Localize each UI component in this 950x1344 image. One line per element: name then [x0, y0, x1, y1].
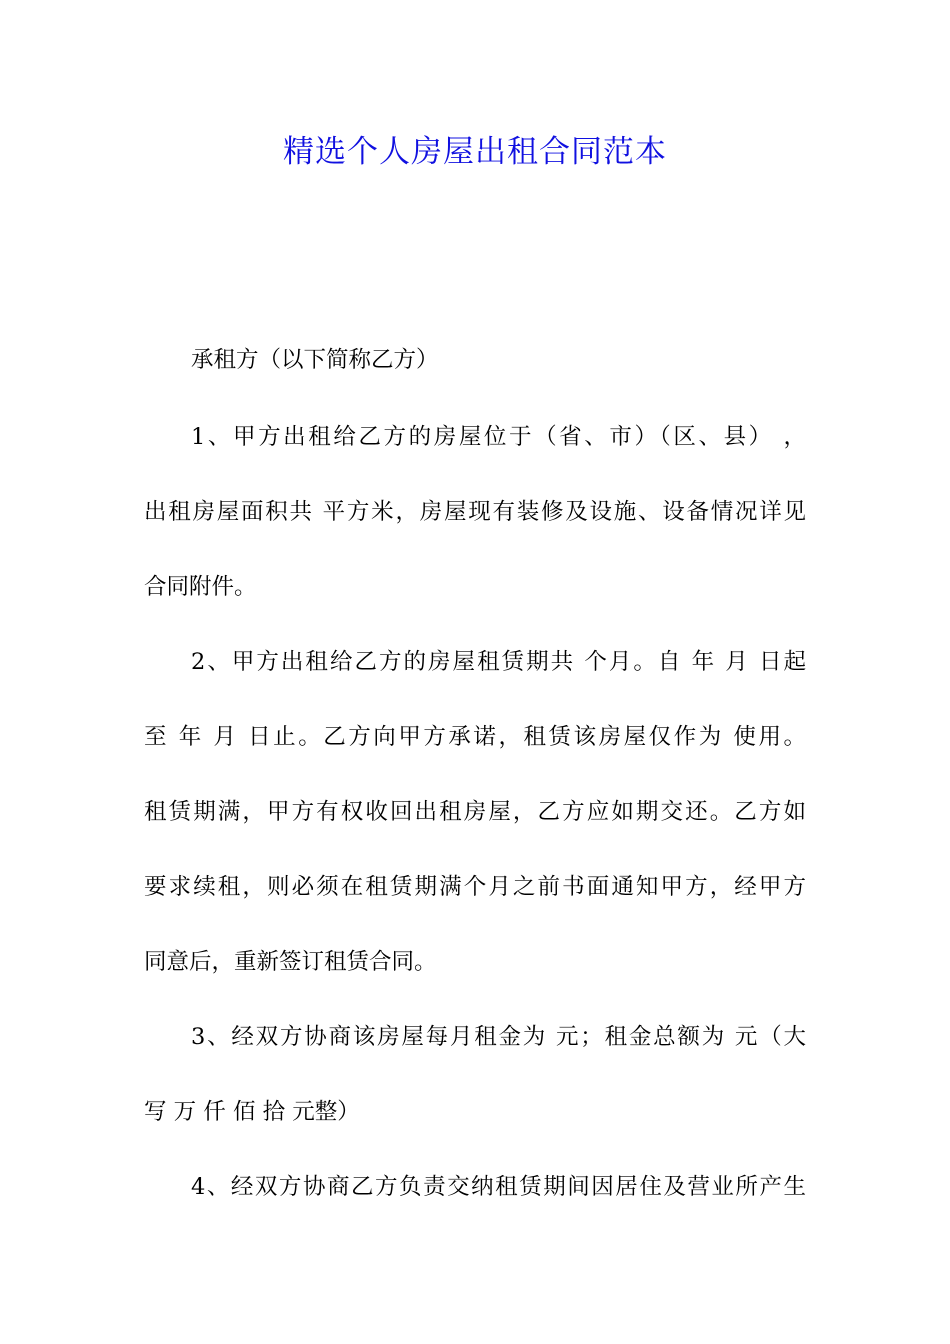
clause-1-line-2: 出租房屋面积共 平方米，房屋现有装修及设施、设备情况详见	[144, 499, 806, 525]
clause-4-line-1: 4、经双方协商乙方负责交纳租赁期间因居住及营业所产生	[191, 1174, 806, 1200]
clause-2-line-5: 同意后，重新签订租赁合同。	[144, 949, 437, 975]
clause-2-line-3: 租赁期满，甲方有权收回出租房屋，乙方应如期交还。乙方如	[144, 799, 806, 825]
clause-1-line-3: 合同附件。	[144, 574, 257, 600]
clause-2-line-4: 要求续租，则必须在租赁期满个月之前书面通知甲方，经甲方	[144, 874, 806, 900]
clause-2-line-1: 2、甲方出租给乙方的房屋租赁期共 个月。自 年 月 日起	[191, 649, 806, 675]
clause-3-line-1: 3、经双方协商该房屋每月租金为 元；租金总额为 元（大	[191, 1024, 806, 1050]
paragraph-lessee: 承租方（以下简称乙方）	[191, 347, 439, 373]
clause-3-line-2: 写 万 仟 佰 拾 元整）	[144, 1099, 360, 1125]
clause-1-line-1: 1、甲方出租给乙方的房屋位于（省、市）（区、县） ，	[191, 424, 806, 450]
document-title: 精选个人房屋出租合同范本	[283, 134, 667, 170]
clause-2-line-2: 至 年 月 日止。乙方向甲方承诺，租赁该房屋仅作为 使用。	[144, 724, 806, 750]
